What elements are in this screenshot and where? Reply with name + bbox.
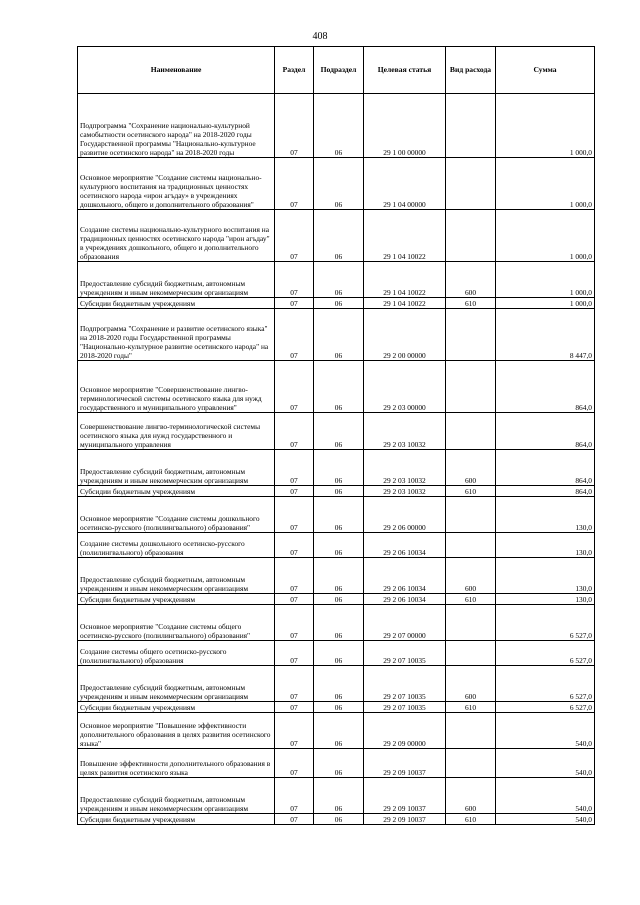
cell-sum: 130,0 xyxy=(496,558,595,594)
cell-razdel: 07 xyxy=(275,262,314,298)
cell-vid: 600 xyxy=(446,666,496,702)
cell-target: 29 2 03 00000 xyxy=(364,361,446,413)
table-row xyxy=(78,666,595,702)
cell-target: 29 2 09 10037 xyxy=(364,778,446,814)
cell-vid xyxy=(446,605,496,641)
cell-razdel: 07 xyxy=(275,558,314,594)
budget-table xyxy=(77,46,595,825)
cell-target: 29 1 04 10022 xyxy=(364,262,446,298)
cell-vid: 610 xyxy=(446,594,496,605)
cell-vid: 610 xyxy=(446,486,496,497)
cell-target: 29 1 00 00000 xyxy=(364,94,446,158)
table-row xyxy=(78,749,595,778)
cell-sum: 1 000,0 xyxy=(496,94,595,158)
cell-vid xyxy=(446,713,496,749)
cell-podrazdel: 06 xyxy=(314,533,364,558)
cell-target: 29 1 04 10022 xyxy=(364,210,446,262)
cell-sum: 6 527,0 xyxy=(496,666,595,702)
cell-podrazdel: 06 xyxy=(314,641,364,666)
cell-name: Субсидии бюджетным учреждениям xyxy=(78,298,275,309)
cell-target: 29 2 06 10034 xyxy=(364,558,446,594)
cell-name: Субсидии бюджетным учреждениям xyxy=(78,486,275,497)
cell-vid xyxy=(446,413,496,450)
cell-target: 29 1 04 10022 xyxy=(364,298,446,309)
cell-target: 29 2 06 10034 xyxy=(364,594,446,605)
table-row xyxy=(78,702,595,713)
cell-podrazdel: 06 xyxy=(314,605,364,641)
cell-razdel: 07 xyxy=(275,666,314,702)
cell-razdel: 07 xyxy=(275,778,314,814)
cell-name: Основное мероприятие "Совершенствование лингво-терминологической системы осетинского языка для нужд государственного и муниципального управления" xyxy=(78,361,275,413)
cell-podrazdel: 06 xyxy=(314,486,364,497)
cell-vid: 600 xyxy=(446,558,496,594)
cell-razdel: 07 xyxy=(275,605,314,641)
cell-vid: 610 xyxy=(446,814,496,825)
cell-podrazdel: 06 xyxy=(314,558,364,594)
cell-sum: 540,0 xyxy=(496,749,595,778)
cell-target: 29 2 07 10035 xyxy=(364,641,446,666)
header-sum: Сумма xyxy=(496,47,595,94)
cell-razdel: 07 xyxy=(275,641,314,666)
cell-sum: 1 000,0 xyxy=(496,158,595,210)
cell-vid xyxy=(446,641,496,666)
cell-razdel: 07 xyxy=(275,210,314,262)
cell-razdel: 07 xyxy=(275,309,314,361)
cell-podrazdel: 06 xyxy=(314,262,364,298)
cell-name: Предоставление субсидий бюджетным, автономным учреждениям и иным некоммерческим организациям xyxy=(78,558,275,594)
header-podrazdel: Подраздел xyxy=(314,47,364,94)
cell-name: Основное мероприятие "Создание системы национально-культурного воспитания на традиционных ценностях осетинского народа «ирон агъдау» в учреждениях дошкольного, общего и дополнительного образования" xyxy=(78,158,275,210)
cell-vid xyxy=(446,749,496,778)
cell-sum: 1 000,0 xyxy=(496,262,595,298)
cell-podrazdel: 06 xyxy=(314,702,364,713)
cell-name: Субсидии бюджетным учреждениям xyxy=(78,814,275,825)
cell-target: 29 2 09 10037 xyxy=(364,814,446,825)
table-row xyxy=(78,262,595,298)
cell-razdel: 07 xyxy=(275,298,314,309)
cell-sum: 540,0 xyxy=(496,814,595,825)
table-row xyxy=(78,558,595,594)
header-target: Целевая статья xyxy=(364,47,446,94)
cell-vid xyxy=(446,309,496,361)
header-razdel: Раздел xyxy=(275,47,314,94)
table-row xyxy=(78,778,595,814)
cell-podrazdel: 06 xyxy=(314,594,364,605)
cell-razdel: 07 xyxy=(275,94,314,158)
cell-podrazdel: 06 xyxy=(314,666,364,702)
cell-target: 29 2 06 10034 xyxy=(364,533,446,558)
cell-vid: 610 xyxy=(446,298,496,309)
table-row xyxy=(78,533,595,558)
cell-vid: 600 xyxy=(446,262,496,298)
cell-podrazdel: 06 xyxy=(314,749,364,778)
cell-vid xyxy=(446,210,496,262)
cell-name: Предоставление субсидий бюджетным, автономным учреждениям и иным некоммерческим организациям xyxy=(78,778,275,814)
cell-target: 29 2 06 00000 xyxy=(364,497,446,533)
cell-vid xyxy=(446,361,496,413)
cell-razdel: 07 xyxy=(275,497,314,533)
cell-razdel: 07 xyxy=(275,814,314,825)
cell-razdel: 07 xyxy=(275,413,314,450)
cell-sum: 864,0 xyxy=(496,486,595,497)
table-row xyxy=(78,413,595,450)
cell-target: 29 2 03 10032 xyxy=(364,450,446,486)
table-row xyxy=(78,486,595,497)
table-row xyxy=(78,158,595,210)
cell-target: 29 2 07 00000 xyxy=(364,605,446,641)
header-name: Наименование xyxy=(78,47,275,94)
cell-sum: 6 527,0 xyxy=(496,641,595,666)
table-row xyxy=(78,361,595,413)
cell-razdel: 07 xyxy=(275,361,314,413)
cell-podrazdel: 06 xyxy=(314,210,364,262)
cell-name: Совершенствование лингво-терминологической системы осетинского языка для нужд государственного и муниципального управления xyxy=(78,413,275,450)
cell-sum: 1 000,0 xyxy=(496,210,595,262)
cell-name: Предоставление субсидий бюджетным, автономным учреждениям и иным некоммерческим организациям xyxy=(78,450,275,486)
cell-vid xyxy=(446,158,496,210)
table-row xyxy=(78,497,595,533)
cell-podrazdel: 06 xyxy=(314,309,364,361)
page-number: 408 xyxy=(312,31,328,42)
cell-podrazdel: 06 xyxy=(314,361,364,413)
cell-sum: 130,0 xyxy=(496,594,595,605)
cell-name: Создание системы национально-культурного воспитания на традиционных ценностях осетинского народа "ирон агъдау" в учреждениях дошкольного, общего и дополнительного образования xyxy=(78,210,275,262)
cell-target: 29 2 03 10032 xyxy=(364,486,446,497)
cell-sum: 6 527,0 xyxy=(496,702,595,713)
cell-vid: 600 xyxy=(446,450,496,486)
table-row xyxy=(78,450,595,486)
cell-name: Создание системы общего осетинско-русского (полилингвального) образования xyxy=(78,641,275,666)
table-row xyxy=(78,309,595,361)
cell-sum: 540,0 xyxy=(496,778,595,814)
cell-razdel: 07 xyxy=(275,594,314,605)
cell-vid: 600 xyxy=(446,778,496,814)
table-row xyxy=(78,594,595,605)
table-row xyxy=(78,210,595,262)
table-row xyxy=(78,298,595,309)
cell-vid xyxy=(446,94,496,158)
cell-razdel: 07 xyxy=(275,702,314,713)
cell-razdel: 07 xyxy=(275,486,314,497)
cell-podrazdel: 06 xyxy=(314,450,364,486)
cell-razdel: 07 xyxy=(275,713,314,749)
cell-vid xyxy=(446,533,496,558)
cell-target: 29 2 07 10035 xyxy=(364,666,446,702)
cell-sum: 864,0 xyxy=(496,361,595,413)
cell-name: Повышение эффективности дополнительного образования в целях развития осетинского языка xyxy=(78,749,275,778)
cell-sum: 864,0 xyxy=(496,413,595,450)
header-vid: Вид расхода xyxy=(446,47,496,94)
cell-target: 29 1 04 00000 xyxy=(364,158,446,210)
cell-podrazdel: 06 xyxy=(314,94,364,158)
cell-name: Подпрограмма "Сохранение и развитие осетинского языка" на 2018-2020 годы Государственной программы "Национально-культурное развитие осетинского народа" на 2018-2020 годы" xyxy=(78,309,275,361)
cell-vid: 610 xyxy=(446,702,496,713)
cell-target: 29 2 00 00000 xyxy=(364,309,446,361)
cell-name: Предоставление субсидий бюджетным, автономным учреждениям и иным некоммерческим организациям xyxy=(78,666,275,702)
table-header-row xyxy=(78,47,595,94)
cell-name: Основное мероприятие "Повышение эффективности дополнительного образования в целях развития осетинского языка" xyxy=(78,713,275,749)
cell-name: Субсидии бюджетным учреждениям xyxy=(78,594,275,605)
table-row xyxy=(78,641,595,666)
table-row xyxy=(78,713,595,749)
cell-target: 29 2 03 10032 xyxy=(364,413,446,450)
cell-name: Создание системы дошкольного осетинско-русского (полилингвального) образования xyxy=(78,533,275,558)
cell-name: Основное мероприятие "Создание системы дошкольного осетинско-русского (полилингвального) образования" xyxy=(78,497,275,533)
cell-sum: 864,0 xyxy=(496,450,595,486)
cell-razdel: 07 xyxy=(275,749,314,778)
cell-target: 29 2 09 10037 xyxy=(364,749,446,778)
table-row xyxy=(78,814,595,825)
cell-target: 29 2 09 00000 xyxy=(364,713,446,749)
cell-sum: 130,0 xyxy=(496,533,595,558)
cell-target: 29 2 07 10035 xyxy=(364,702,446,713)
cell-podrazdel: 06 xyxy=(314,298,364,309)
cell-podrazdel: 06 xyxy=(314,814,364,825)
cell-podrazdel: 06 xyxy=(314,778,364,814)
cell-name: Подпрограмма "Сохранение национально-культурной самобытности осетинского народа" на 2018-2020 годы Государственной программы "Национально-культурное развитие осетинского народа" на 2018-2020 годы xyxy=(78,94,275,158)
table-body xyxy=(78,94,595,825)
cell-razdel: 07 xyxy=(275,158,314,210)
cell-razdel: 07 xyxy=(275,533,314,558)
cell-sum: 130,0 xyxy=(496,497,595,533)
cell-sum: 1 000,0 xyxy=(496,298,595,309)
cell-vid xyxy=(446,497,496,533)
table-row xyxy=(78,94,595,158)
cell-podrazdel: 06 xyxy=(314,497,364,533)
cell-name: Предоставление субсидий бюджетным, автономным учреждениям и иным некоммерческим организациям xyxy=(78,262,275,298)
cell-name: Основное мероприятие "Создание системы общего осетинско-русского (полилингвального) образования" xyxy=(78,605,275,641)
cell-name: Субсидии бюджетным учреждениям xyxy=(78,702,275,713)
cell-sum: 540,0 xyxy=(496,713,595,749)
cell-razdel: 07 xyxy=(275,450,314,486)
cell-podrazdel: 06 xyxy=(314,713,364,749)
cell-podrazdel: 06 xyxy=(314,413,364,450)
cell-sum: 8 447,0 xyxy=(496,309,595,361)
table-row xyxy=(78,605,595,641)
cell-podrazdel: 06 xyxy=(314,158,364,210)
cell-sum: 6 527,0 xyxy=(496,605,595,641)
